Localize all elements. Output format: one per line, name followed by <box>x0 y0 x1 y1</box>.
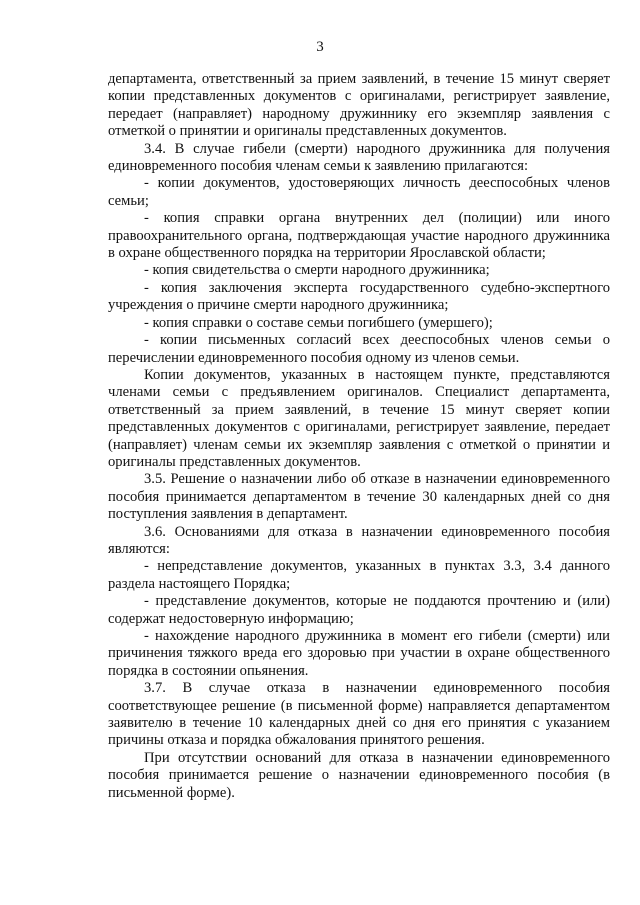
list-item-expert-conclusion: - копия заключения эксперта государственного судебно-экспертного учреждения о причине смерти народного дружинника; <box>108 279 610 314</box>
paragraph-copies-submission: Копии документов, указанных в настоящем пункте, представляются членами семьи с предъявлением оригиналов. Специалист департамента, ответственный за прием заявлений, в течение 15 минут сверяет копии представленных документов с оригиналами, регистрирует заявление, передает (направляет) членам семьи их экземпляр заявления с отметкой о принятии и оригиналы представленных документов. <box>108 366 610 470</box>
paragraph-3-4: 3.4. В случае гибели (смерти) народного дружинника для получения единовременного пособия членам семьи к заявлению прилагаются: <box>108 140 610 175</box>
paragraph-3-7: 3.7. В случае отказа в назначении единовременного пособия соответствующее решение (в письменной форме) направляется департаментом заявителю в течение 10 календарных дней со дня его принятия с указанием причины отказа и порядка обжалования принятого решения. <box>108 680 610 749</box>
paragraph-no-grounds: При отсутствии оснований для отказа в назначении единовременного пособия принимается решение о назначении единовременного пособия (в письменной форме). <box>108 749 610 801</box>
list-item-intoxication: - нахождение народного дружинника в момент его гибели (смерти) или причинения тяжкого вреда его здоровью при участии в охране общественного порядка в состоянии опьянения. <box>108 628 610 679</box>
document-body <box>108 71 610 802</box>
list-item-non-submission: - непредставление документов, указанных в пунктах 3.3, 3.4 данного раздела настоящего Порядка; <box>108 558 610 592</box>
list-item-written-consents: - копии письменных согласий всех дееспособных членов семьи о перечислении единовременного пособия одному из членов семьи. <box>108 332 610 366</box>
page-number: 3 <box>316 39 324 55</box>
list-item-death-certificate: - копия свидетельства о смерти народного дружинника; <box>144 262 490 279</box>
paragraph-3-5: 3.5. Решение о назначении либо об отказе в назначении единовременного пособия принимается департаментом в течение 30 календарных дней со дня поступления заявления в департамент. <box>108 471 610 523</box>
paragraph-3-6: 3.6. Основаниями для отказа в назначении единовременного пособия являются: <box>108 523 610 557</box>
list-item-family-composition: - копия справки о составе семьи погибшего (умершего); <box>144 314 493 331</box>
list-item-police-certificate: - копия справки органа внутренних дел (полиции) или иного правоохранительного органа, подтверждающая участие народного дружинника в охране общественного порядка на территории Ярославской области; <box>108 210 610 262</box>
list-item-unreadable-documents: - представление документов, которые не поддаются прочтению и (или) содержат недостоверную информацию; <box>108 593 610 627</box>
paragraph-continuation: департамента, ответственный за прием заявлений, в течение 15 минут сверяет копии представленных документов с оригиналами, регистрирует заявление, передает (направляет) народному дружиннику его экземпляр заявления с отметкой о принятии и оригиналы представленных документов. <box>108 71 610 140</box>
list-item-identity-documents: - копии документов, удостоверяющих личность дееспособных членов семьи; <box>108 175 610 209</box>
